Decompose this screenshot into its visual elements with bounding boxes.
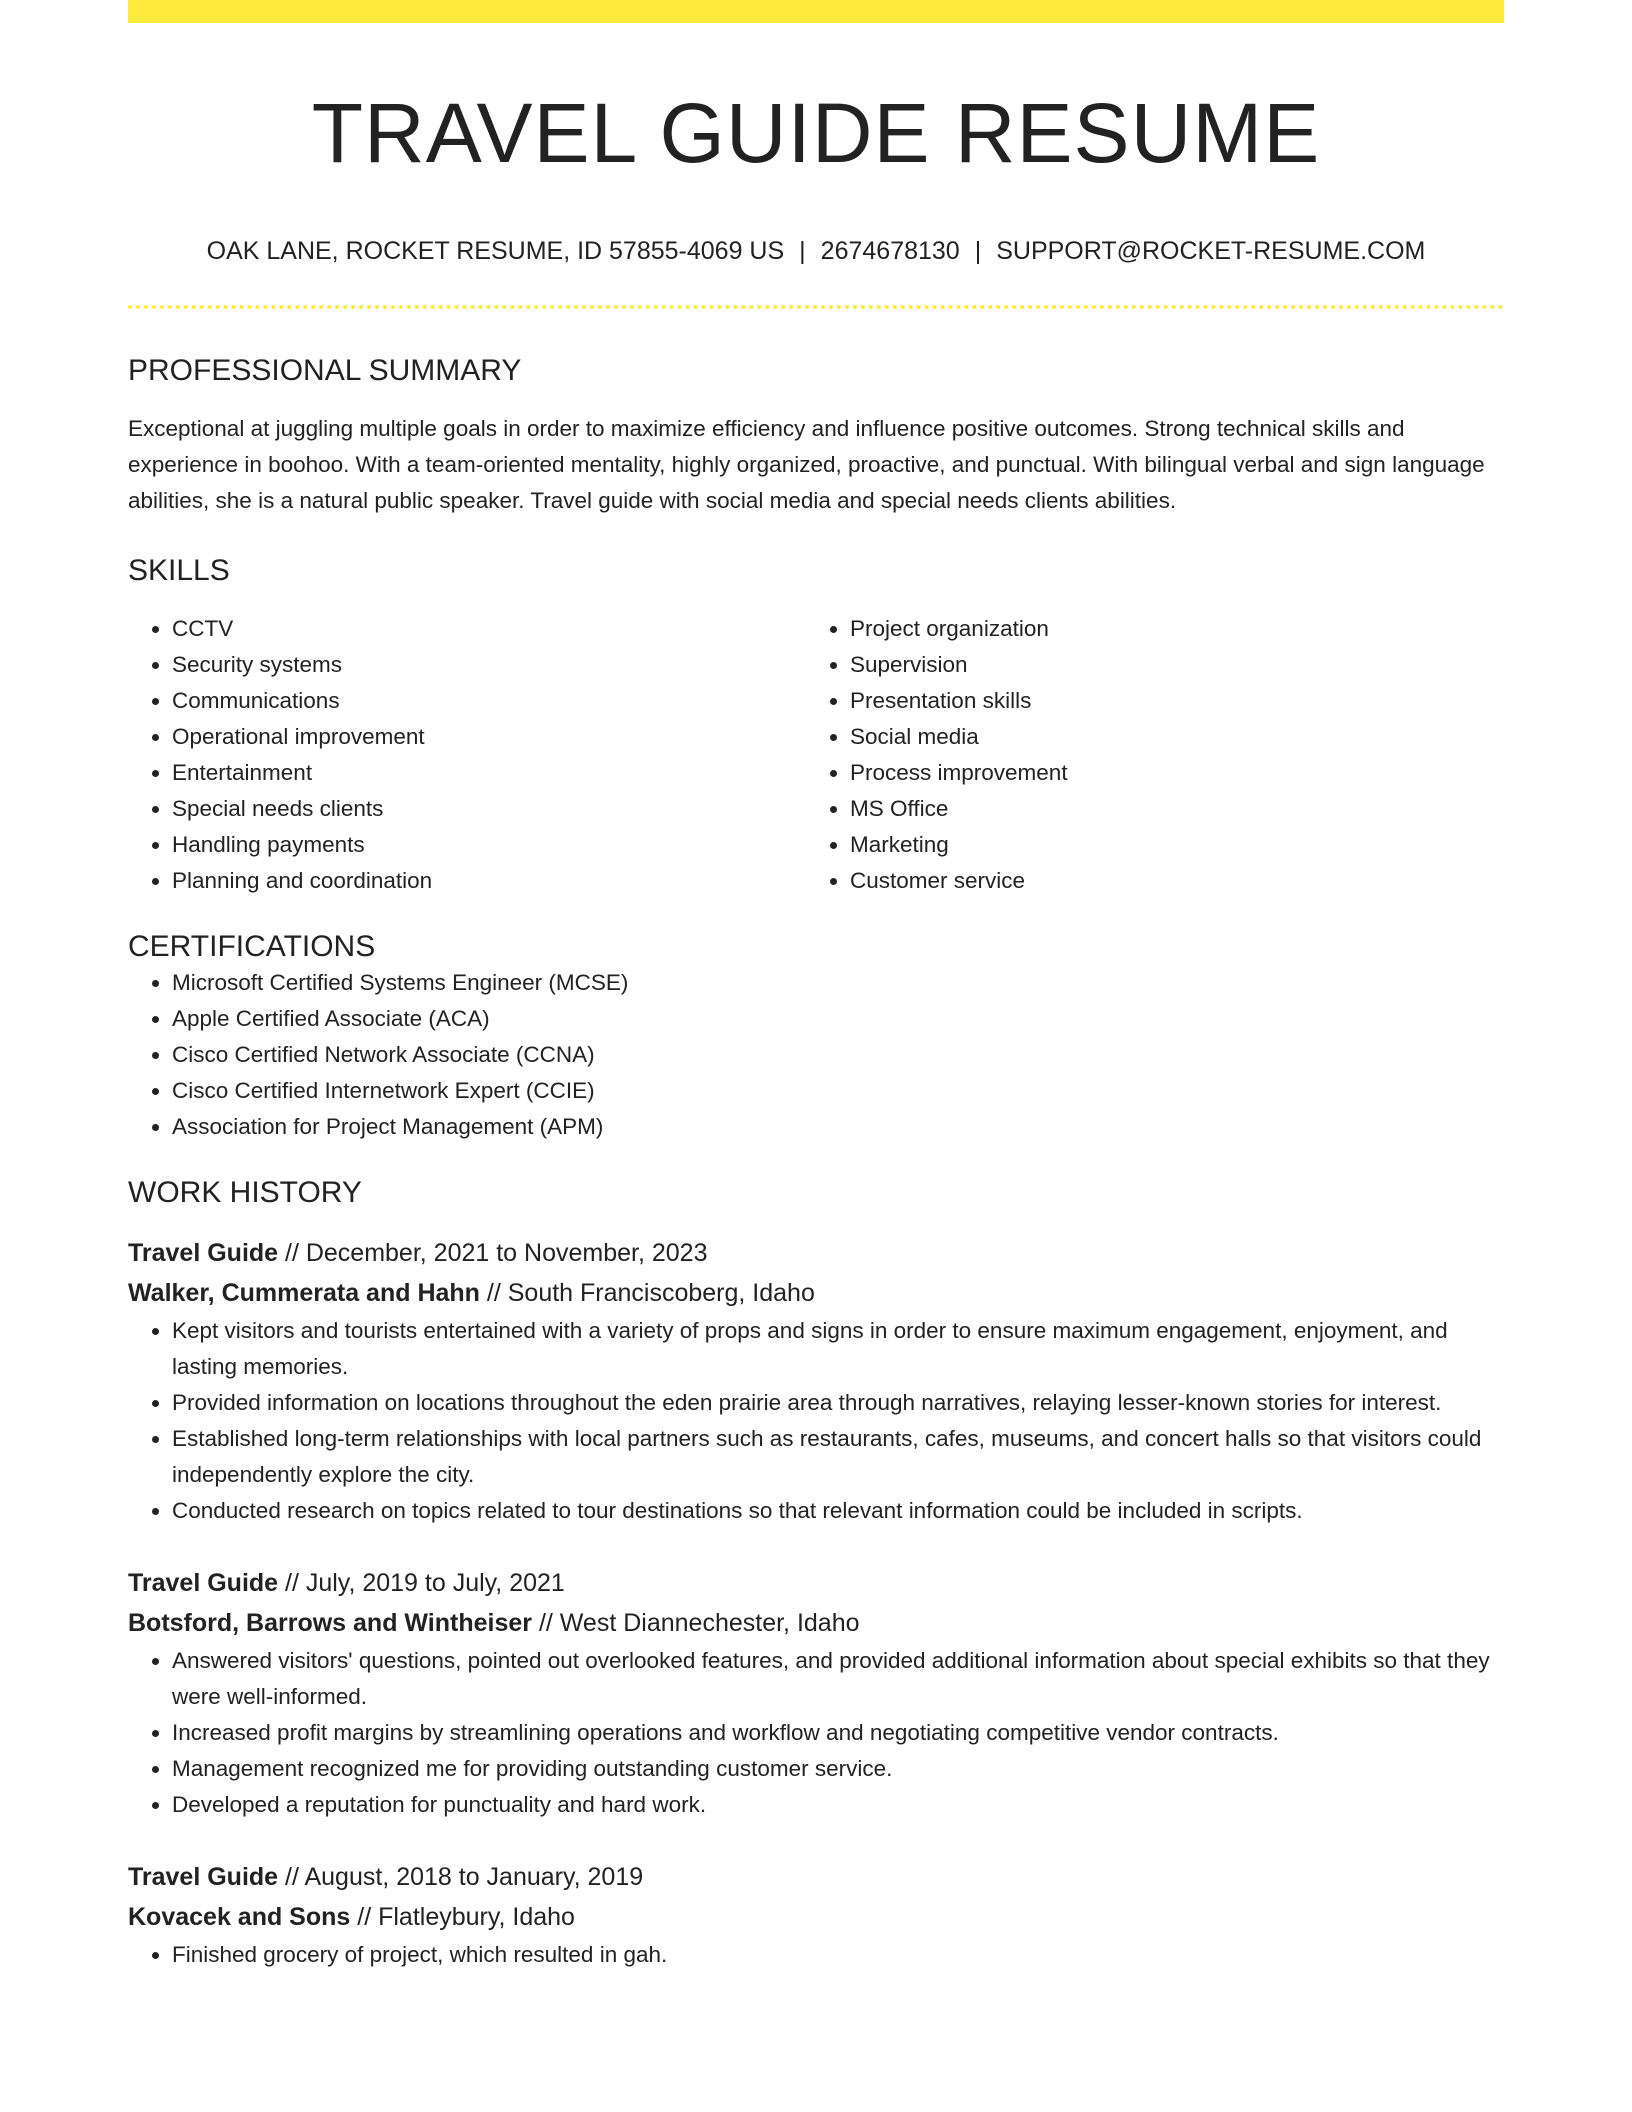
list-item: • Finished grocery of project, which resulted in gah. [172, 1937, 1504, 1973]
summary-heading: PROFESSIONAL SUMMARY [128, 354, 522, 387]
list-item: • Security systems [172, 647, 806, 683]
job-title-line [128, 1233, 1504, 1273]
skills-heading: SKILLS [128, 554, 230, 587]
list-item: • Presentation skills [850, 683, 1484, 719]
list-item: • Apple Certified Associate (ACA) [172, 1001, 1504, 1037]
resume-title: TRAVEL GUIDE RESUME [311, 86, 1321, 180]
summary-text: Exceptional at juggling multiple goals in order to maximize efficiency and influence positive outcomes. Strong technical skills and experience in boohoo. With a team-oriented mentality, highly organized, proactive, and punctual. With bilingual verbal and sign language abilities, she is a natural public speaker. Travel guide with social media and special needs clients abilities. [128, 416, 1485, 513]
job-location: // West Diannechester, Idaho [532, 1609, 860, 1637]
list-item: • Process improvement [850, 755, 1484, 791]
list-item: • Handling payments [172, 827, 806, 863]
contact-separator: | [974, 237, 982, 265]
job-company: Botsford, Barrows and Wintheiser [128, 1609, 532, 1637]
job-title-line [128, 1857, 1504, 1897]
list-item: • Operational improvement [172, 719, 806, 755]
contact-email: SUPPORT@ROCKET-RESUME.COM [996, 237, 1426, 265]
job-company-line [128, 1603, 1504, 1643]
job-entry [128, 1857, 1504, 1973]
certifications-heading: CERTIFICATIONS [128, 930, 376, 963]
list-item: • Established long-term relationships with local partners such as restaurants, cafes, museums, and concert halls so that visitors could independently explore the city. [172, 1421, 1504, 1493]
list-item: • Planning and coordination [172, 863, 806, 899]
list-item: • Cisco Certified Network Associate (CCNA) [172, 1037, 1504, 1073]
skills-list-left [128, 611, 806, 899]
job-title: Travel Guide [128, 1569, 279, 1597]
list-item: • MS Office [850, 791, 1484, 827]
list-item: • Special needs clients [172, 791, 806, 827]
skills-column-right [806, 611, 1484, 899]
job-title: Travel Guide [128, 1239, 279, 1267]
accent-top-bar [128, 0, 1504, 23]
list-item: • Association for Project Management (APM) [172, 1109, 1504, 1145]
list-item: • Project organization [850, 611, 1484, 647]
job-location: // South Franciscoberg, Idaho [479, 1279, 815, 1307]
job-company: Walker, Cummerata and Hahn [128, 1279, 480, 1307]
job-title-line [128, 1563, 1504, 1603]
job-title: Travel Guide [128, 1863, 279, 1891]
work-history-heading: WORK HISTORY [128, 1176, 362, 1209]
list-item: • CCTV [172, 611, 806, 647]
list-item: • Provided information on locations throughout the eden prairie area through narratives, relaying lesser-known stories for interest. [172, 1385, 1504, 1421]
list-item: • Answered visitors' questions, pointed out overlooked features, and provided additional information about special exhibits so that they were well-informed. [172, 1643, 1504, 1715]
list-item: • Supervision [850, 647, 1484, 683]
job-company-line [128, 1273, 1504, 1313]
job-responsibilities [128, 1313, 1504, 1529]
skills-columns [128, 611, 1504, 899]
contact-phone: 2674678130 [820, 237, 960, 265]
job-company-line [128, 1897, 1504, 1937]
job-responsibilities [128, 1937, 1504, 1973]
job-company: Kovacek and Sons [128, 1903, 351, 1931]
job-dates: // August, 2018 to January, 2019 [278, 1863, 644, 1891]
job-entry [128, 1233, 1504, 1529]
work-history-list [128, 1233, 1504, 1973]
resume-page [128, 0, 1504, 1973]
certifications-list [128, 965, 1504, 1145]
contact-line [128, 235, 1504, 267]
skills-list-right [806, 611, 1484, 899]
list-item: • Social media [850, 719, 1484, 755]
job-dates: // July, 2019 to July, 2021 [278, 1569, 565, 1597]
list-item: • Communications [172, 683, 806, 719]
list-item: • Customer service [850, 863, 1484, 899]
list-item: • Management recognized me for providing outstanding customer service. [172, 1751, 1504, 1787]
dotted-divider [128, 305, 1504, 309]
list-item: • Developed a reputation for punctuality and hard work. [172, 1787, 1504, 1823]
job-responsibilities [128, 1643, 1504, 1823]
job-dates: // December, 2021 to November, 2023 [278, 1239, 708, 1267]
contact-separator: | [799, 237, 806, 265]
list-item: • Increased profit margins by streamlining operations and workflow and negotiating competitive vendor contracts. [172, 1715, 1504, 1751]
job-entry [128, 1563, 1504, 1823]
list-item: • Marketing [850, 827, 1484, 863]
list-item: • Cisco Certified Internetwork Expert (CCIE) [172, 1073, 1504, 1109]
list-item: • Kept visitors and tourists entertained with a variety of props and signs in order to ensure maximum engagement, enjoyment, and lasting memories. [172, 1313, 1504, 1385]
list-item: • Microsoft Certified Systems Engineer (MCSE) [172, 965, 1504, 1001]
contact-address: OAK LANE, ROCKET RESUME, ID 57855-4069 US [206, 237, 785, 265]
job-location: // Flatleybury, Idaho [350, 1903, 575, 1931]
list-item: • Entertainment [172, 755, 806, 791]
skills-column-left [128, 611, 806, 899]
list-item: • Conducted research on topics related to tour destinations so that relevant information could be included in scripts. [172, 1493, 1504, 1529]
